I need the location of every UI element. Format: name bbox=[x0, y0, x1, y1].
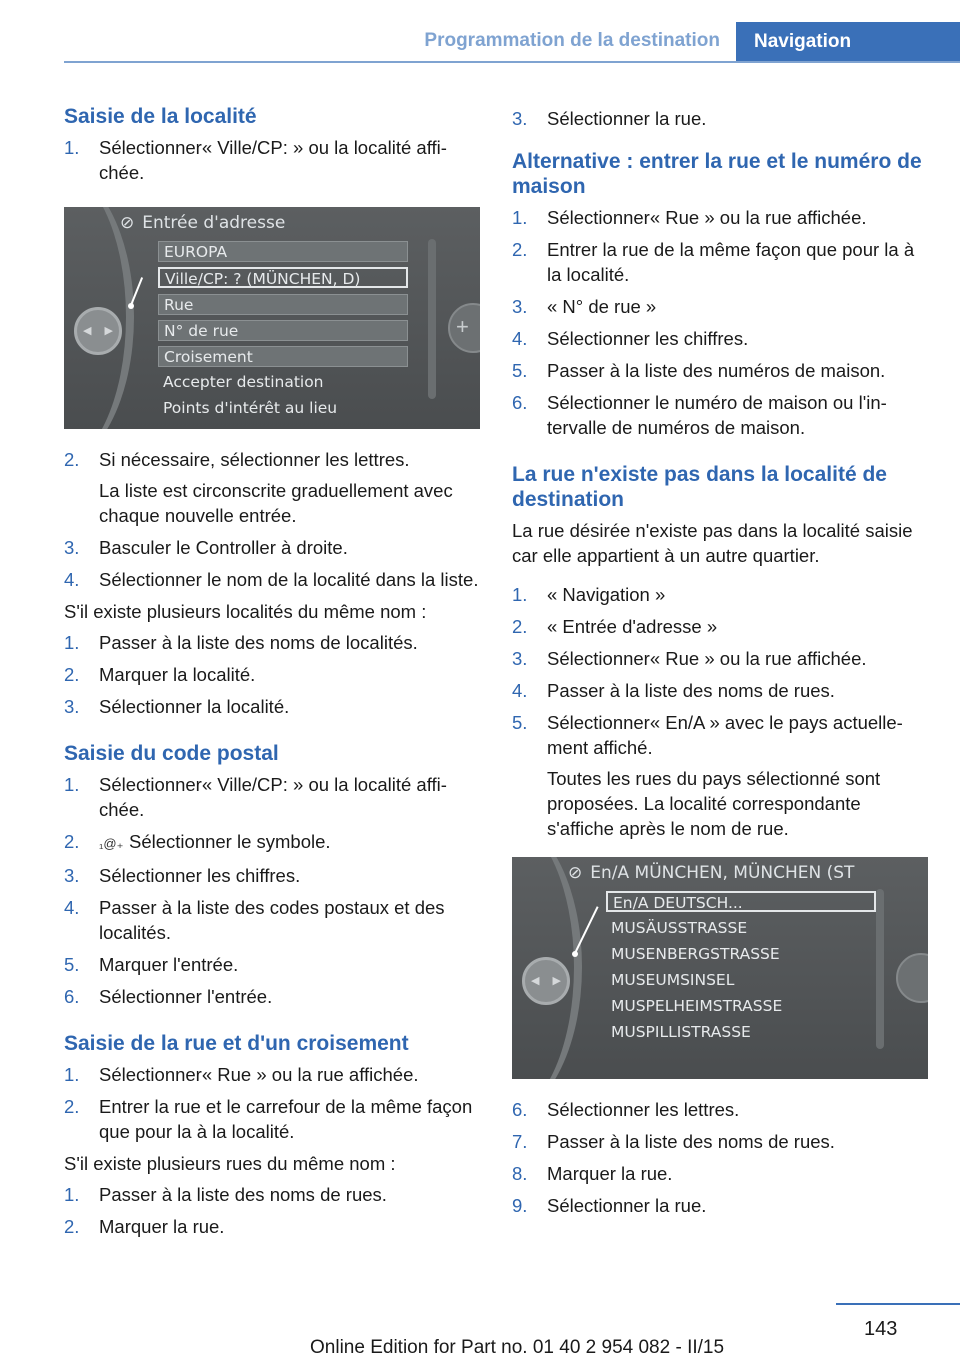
screen-line-selected: En/A DEUTSCH... bbox=[606, 891, 876, 912]
list-item: 7. Passer à la liste des noms de rues. bbox=[512, 1131, 835, 1152]
list-item: 1. Sélectionner« Ville/CP: » ou la localité affichée. bbox=[64, 137, 447, 183]
screen-line: Accepter destination bbox=[163, 373, 324, 391]
list-item: 6. Sélectionner l'entrée. bbox=[64, 986, 273, 1007]
screen-line: MUSPELHEIMSTRASSE bbox=[611, 997, 783, 1015]
list-item: 2. « Entrée d'adresse » bbox=[512, 616, 718, 637]
list-item: 3. « N° de rue » bbox=[512, 296, 657, 317]
list-item: 4. Passer à la liste des noms de rues. bbox=[512, 680, 835, 701]
screen-title: ⊘ En/A MÜNCHEN, MÜNCHEN (ST bbox=[568, 863, 855, 883]
screen-address-entry bbox=[64, 207, 480, 429]
list-item: 1. Passer à la liste des noms de rues. bbox=[64, 1184, 387, 1205]
list-item: 1. Sélectionner« Rue » ou la rue affichée. bbox=[512, 207, 867, 228]
list-item: 3. Basculer le Controller à droite. bbox=[64, 537, 348, 558]
heading-alternative: Alternative : entrer la rue et le numéro de maison bbox=[512, 150, 922, 198]
list-item: 4. Sélectionner les chiffres. bbox=[512, 328, 749, 349]
list-item: 4. Passer à la liste des codes postaux et des localités. bbox=[64, 897, 445, 943]
list-item: 1. Passer à la liste des noms de localités. bbox=[64, 632, 418, 653]
controller-knob-icon: ◀ ▶ bbox=[522, 957, 570, 1005]
heading-postal: Saisie du code postal bbox=[64, 742, 279, 765]
list-item: 2. Entrer la rue et le carrefour de la même façon que pour la à la localité. bbox=[64, 1096, 473, 1142]
list-item: 4. Sélectionner le nom de la localité dans la liste. bbox=[64, 569, 479, 590]
paragraph: La rue désirée n'existe pas dans la localité saisie car elle appartient à un autre quartier. bbox=[512, 520, 913, 566]
left-column bbox=[64, 100, 484, 1246]
paragraph: S'il existe plusieurs rues du même nom : bbox=[64, 1153, 396, 1174]
list-item: 9. Sélectionner la rue. bbox=[512, 1195, 707, 1216]
footer-rule bbox=[836, 1303, 960, 1305]
heading-missing-street: La rue n'existe pas dans la localité de destination bbox=[512, 463, 887, 511]
list-item: 1. Sélectionner« Ville/CP: » ou la localité affichée. bbox=[64, 774, 447, 820]
list-same-street bbox=[64, 1182, 484, 1239]
list-item: 6. Sélectionner les lettres. bbox=[512, 1099, 740, 1120]
screen-scrollbar bbox=[428, 239, 436, 399]
screen-line: Points d'intérêt au lieu bbox=[163, 399, 338, 417]
list-item: 1. Sélectionner« Rue » ou la rue affichée. bbox=[64, 1064, 419, 1085]
screen-line: MUSENBERGSTRASSE bbox=[611, 945, 780, 963]
list-street bbox=[64, 1062, 484, 1144]
list-item: 5. Sélectionner« En/A » avec le pays actuellement affiché. Toutes les rues du pays sélectionné sont proposées. La localité correspondante s'affiche après le nom de rue. bbox=[512, 712, 903, 839]
right-knob-icon bbox=[896, 953, 928, 1003]
list-item: 2. Si nécessaire, sélectionner les lettres. La liste est circonscrite graduellement avec chaque nouvelle entrée. bbox=[64, 449, 453, 526]
list-alternative bbox=[512, 205, 932, 440]
page-number: 143 bbox=[864, 1318, 898, 1340]
list-missing-street bbox=[512, 582, 932, 841]
heading-street: Saisie de la rue et d'un croisement bbox=[64, 1032, 409, 1055]
list-locality bbox=[64, 135, 484, 185]
list-street-cont bbox=[512, 106, 932, 131]
navigation-icon: ⊘ bbox=[568, 863, 583, 883]
list-item: 6. Sélectionner le numéro de maison ou l'intervalle de numéros de maison. bbox=[512, 392, 887, 438]
navigation-icon: ⊘ bbox=[120, 213, 135, 233]
list-same-name bbox=[64, 630, 484, 719]
page-header bbox=[0, 0, 960, 64]
list-postal bbox=[64, 772, 484, 1009]
header-chapter-tab: Navigation bbox=[736, 22, 960, 62]
paragraph: S'il existe plusieurs localités du même nom : bbox=[64, 601, 427, 622]
screen-line: N° de rue bbox=[158, 320, 408, 341]
screen-title: ⊘ Entrée d'adresse bbox=[120, 213, 286, 233]
plus-icon: + bbox=[448, 303, 480, 353]
header-rule bbox=[64, 61, 960, 63]
screen-line: Croisement bbox=[158, 346, 408, 367]
symbol-icon: ₁@₊ bbox=[99, 836, 124, 851]
list-item: 3. Sélectionner la rue. bbox=[512, 108, 707, 129]
list-locality-cont bbox=[64, 447, 484, 592]
screen-line: MUSEUMSINSEL bbox=[611, 971, 735, 989]
right-column bbox=[512, 100, 932, 1225]
list-item: 3. Sélectionner la localité. bbox=[64, 696, 290, 717]
list-item: 5. Passer à la liste des numéros de maison. bbox=[512, 360, 886, 381]
pointer-dot bbox=[572, 951, 578, 957]
list-item: 3. Sélectionner les chiffres. bbox=[64, 865, 301, 886]
screen-line: MUSÄUSSTRASSE bbox=[611, 919, 748, 937]
list-item: 2. ₁@₊ Sélectionner le symbole. bbox=[64, 829, 484, 856]
list-item: 1. « Navigation » bbox=[512, 584, 666, 605]
list-end bbox=[512, 1097, 932, 1218]
edition-note: Online Edition for Part no. 01 40 2 954 082 - II/15 bbox=[310, 1337, 725, 1358]
screen-line-selected: Ville/CP: ? (MÜNCHEN, D) bbox=[158, 267, 408, 288]
list-item: 2. Marquer la localité. bbox=[64, 664, 256, 685]
list-item: 5. Marquer l'entrée. bbox=[64, 954, 239, 975]
screen-line: MUSPILLISTRASSE bbox=[611, 1023, 751, 1041]
screen-scrollbar bbox=[876, 889, 884, 1049]
screen-street-list bbox=[512, 857, 928, 1079]
list-item: 2. Marquer la rue. bbox=[64, 1216, 225, 1237]
screen-line: EUROPA bbox=[158, 241, 408, 262]
list-item: 3. Sélectionner« Rue » ou la rue affichée. bbox=[512, 648, 867, 669]
pointer-dot bbox=[128, 303, 134, 309]
header-section-title: Programmation de la destination bbox=[424, 30, 720, 51]
list-item: 8. Marquer la rue. bbox=[512, 1163, 673, 1184]
screen-line: Rue bbox=[158, 294, 408, 315]
controller-knob-icon: ◀ ▶ bbox=[74, 307, 122, 355]
heading-locality: Saisie de la localité bbox=[64, 105, 257, 128]
list-item: 2. Entrer la rue de la même façon que pour la à la localité. bbox=[512, 239, 915, 285]
